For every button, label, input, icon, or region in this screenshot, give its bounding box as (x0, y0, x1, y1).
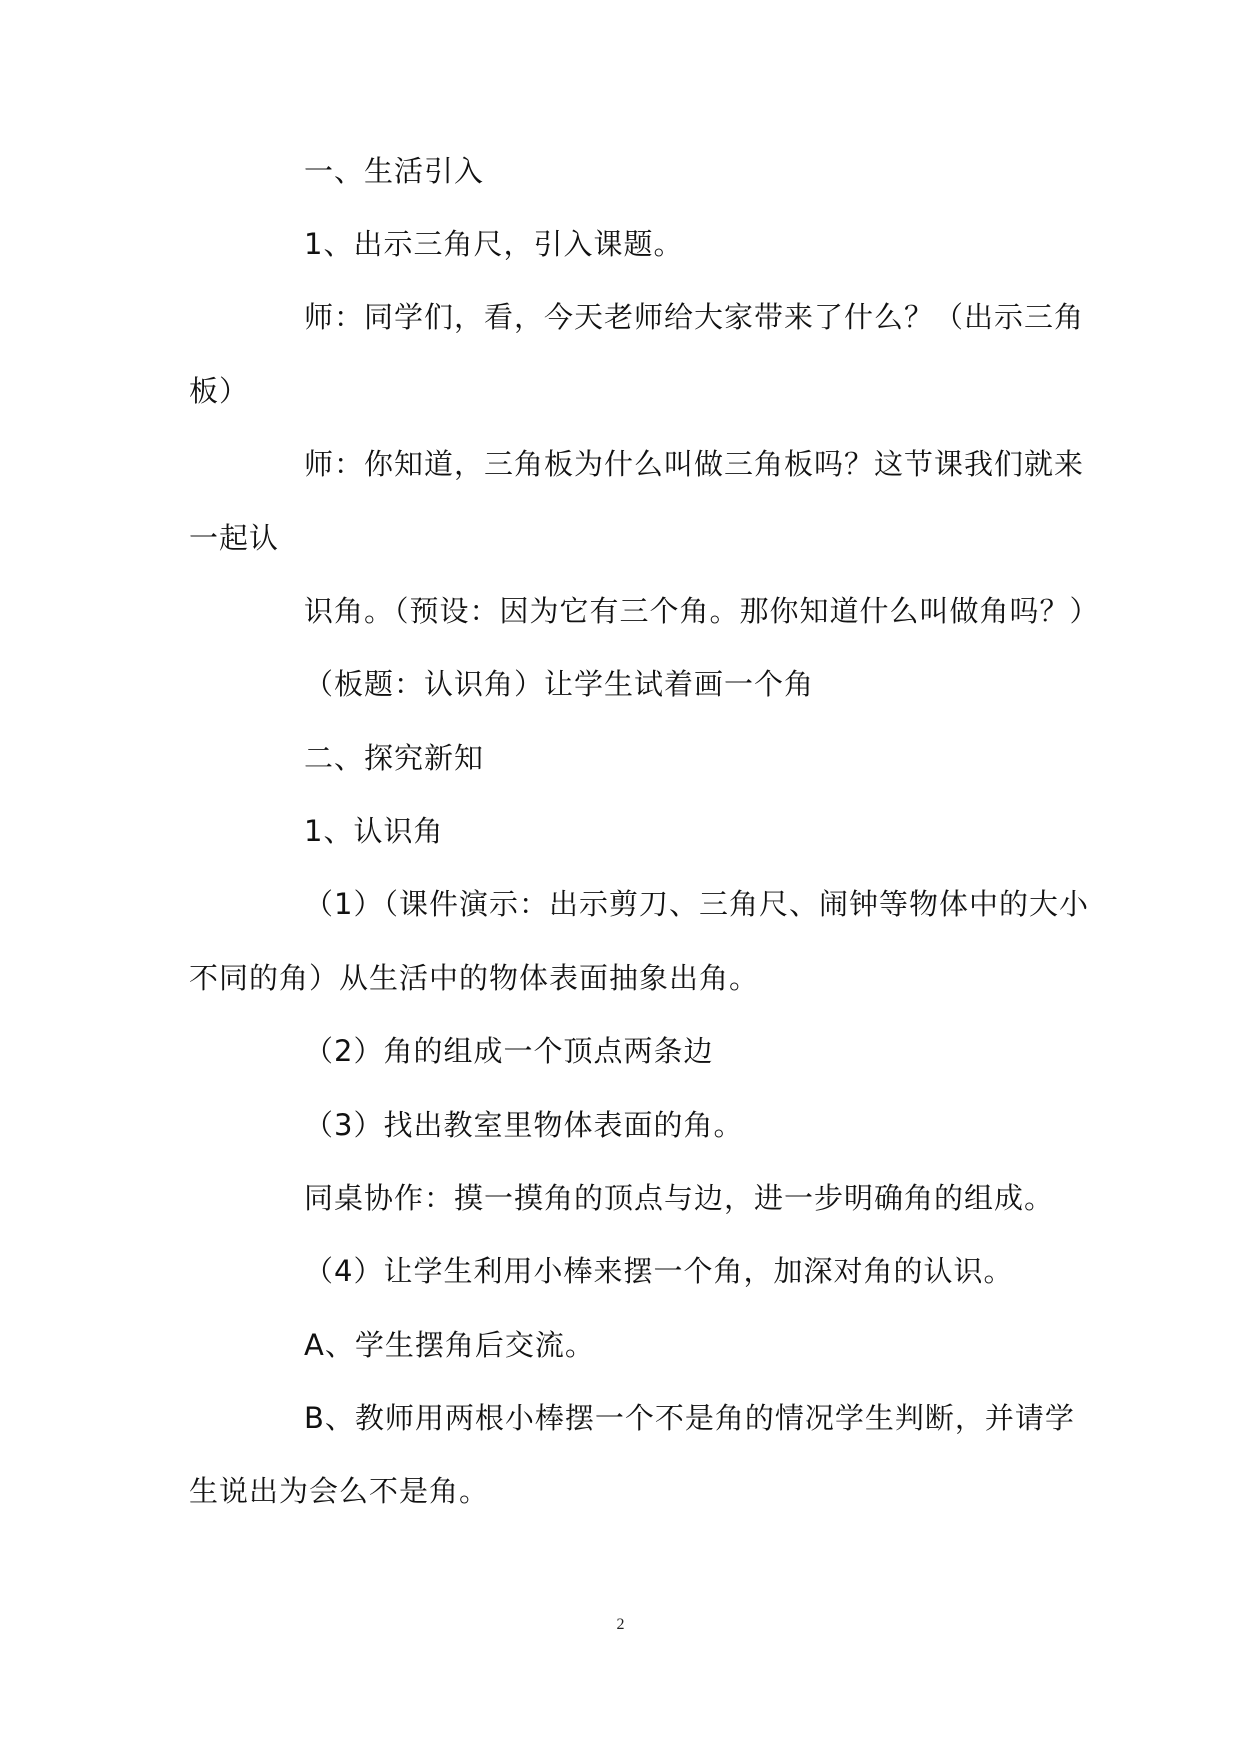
paragraph-line: 识角。（预设：因为它有三个角。那你知道什么叫做角吗？） (304, 594, 1100, 628)
paragraph-line: 板） (189, 374, 250, 408)
subheading-recognize-angle: 1、认识角 (304, 814, 444, 848)
paragraph-line: 1、出示三角尺，引入课题。 (304, 227, 684, 261)
paragraph-line: （2）角的组成一个顶点两条边 (304, 1034, 714, 1068)
paragraph-line: 生说出为会么不是角。 (189, 1474, 490, 1508)
paragraph-line: （4）让学生利用小棒来摆一个角，加深对角的认识。 (304, 1254, 1014, 1288)
paragraph-line: B、教师用两根小棒摆一个不是角的情况学生判断，并请学 (304, 1401, 1075, 1435)
paragraph-line: （板题：认识角）让学生试着画一个角 (304, 667, 815, 701)
paragraph-line: （3）找出教室里物体表面的角。 (304, 1108, 744, 1142)
section-heading-explore: 二、探究新知 (304, 741, 485, 775)
paragraph-line: 师：你知道，三角板为什么叫做三角板吗？这节课我们就来 (304, 447, 1085, 481)
section-heading-life-intro: 一、生活引入 (304, 154, 485, 188)
paragraph-line: 不同的角）从生活中的物体表面抽象出角。 (189, 961, 760, 995)
paragraph-line: 一起认 (189, 521, 280, 555)
paragraph-line: 师：同学们，看，今天老师给大家带来了什么？（出示三角 (304, 300, 1085, 334)
page-number: 2 (616, 1616, 625, 1633)
paragraph-line: A、学生摆角后交流。 (304, 1328, 595, 1362)
paragraph-line: 同桌协作：摸一摸角的顶点与边，进一步明确角的组成。 (304, 1181, 1055, 1215)
paragraph-line: （1）（课件演示：出示剪刀、三角尺、闹钟等物体中的大小 (304, 887, 1089, 921)
